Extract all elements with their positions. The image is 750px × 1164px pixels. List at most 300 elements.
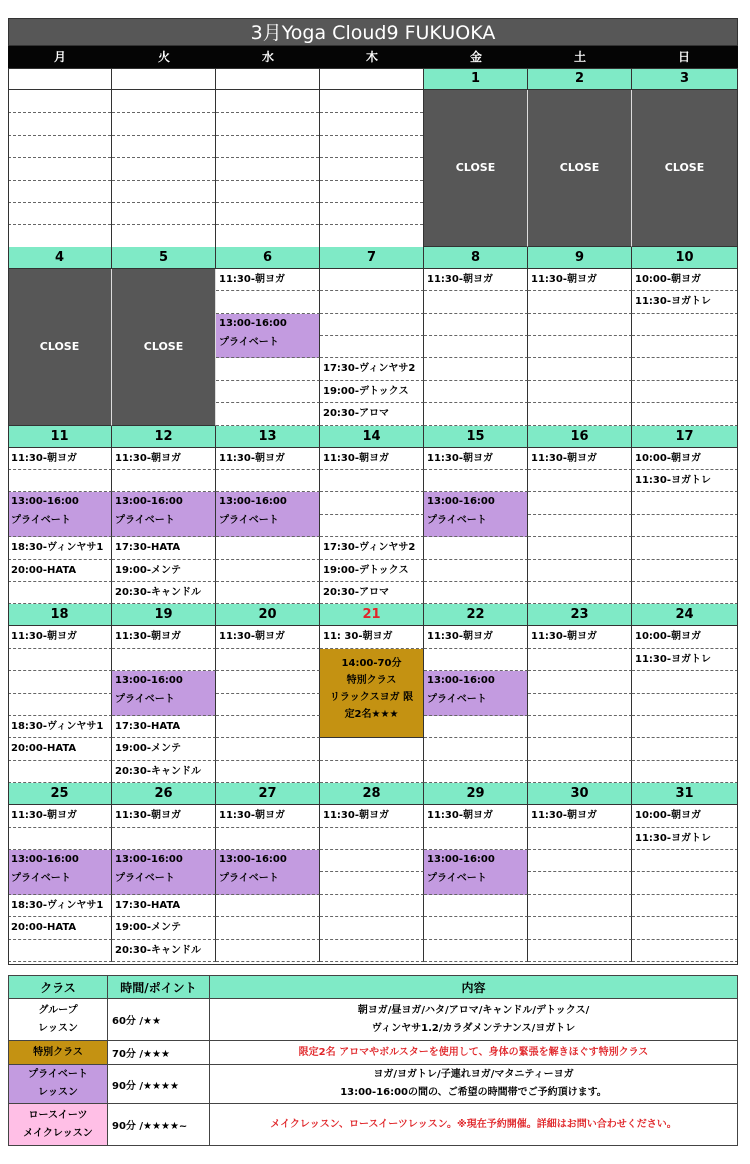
slot-text: 11:30-ヨガトレ [635,653,711,665]
day-number: 22 [424,604,528,626]
empty-slot [8,828,112,850]
slot-text: プライベート [427,515,487,527]
day-number: 1 [424,68,528,90]
empty-slot [424,761,528,783]
legend-row [9,1065,738,1104]
slot-text: 11:30-朝ヨガ [531,631,597,643]
slot-text: プライベート [219,515,279,527]
empty-slot [632,761,738,783]
day-number [112,68,216,90]
class-slot [632,269,738,291]
day-number: 18 [8,604,112,626]
class-slot [112,582,216,604]
weekday-label: 火 [157,50,170,64]
empty-slot [424,403,528,425]
class-slot [320,358,424,380]
class-slot [320,805,424,827]
slot-text: 11:30-朝ヨガ [115,452,181,464]
slot-text: 11:30-朝ヨガ [115,810,181,822]
private-lesson-block [112,492,216,537]
empty-slot [424,649,528,671]
class-slot [112,895,216,917]
empty-slot [320,492,424,514]
empty-slot [632,850,738,872]
slot-text: 17:30-HATA [115,721,181,732]
closed-block [8,269,112,426]
empty-slot [320,269,424,291]
empty-slot [632,403,738,425]
slot-text: プライベート [115,873,175,884]
slot-text: 11:30-朝ヨガ [427,273,493,285]
class-slot [8,448,112,470]
day-number: 2 [528,68,632,90]
empty-slot [528,291,632,313]
day-number: 25 [8,783,112,805]
empty-slot [216,940,320,962]
day-number: 19 [112,604,216,626]
class-slot [320,626,424,648]
slot-text: 11:30-朝ヨガ [427,452,493,464]
day-number: 26 [112,783,216,805]
weekday-header [8,46,738,68]
slot-text: 13:00-16:00 [219,496,287,508]
slot-text: 11:30-朝ヨガ [531,273,597,285]
empty-slot [8,582,112,604]
class-slot [112,448,216,470]
class-slot [320,582,424,604]
empty-slot [216,537,320,559]
empty-slot [320,291,424,313]
slot-text: 20:30-アロマ [323,587,389,598]
slot-text: 11:30-朝ヨガ [219,631,285,643]
day-number: 31 [632,783,738,805]
slot-text: 11:30-朝ヨガ [219,452,285,464]
day-number: 21 [320,604,424,626]
legend-row [9,1041,738,1065]
day-number: 3 [632,68,738,90]
class-slot [112,940,216,962]
legend-description: メイクレッスン、ロースイーツレッスン。※現在予約開催。詳細はお問い合わせください。 [210,1104,738,1146]
slot-text: CLOSE [455,161,496,175]
empty-slot [216,694,320,716]
empty-slot [528,828,632,850]
empty-slot [8,694,112,716]
empty-slot [320,314,424,336]
empty-slot [424,895,528,917]
empty-slot [8,940,112,962]
empty-slot [632,537,738,559]
slot-text: 11:30-朝ヨガ [427,631,493,643]
class-slot [216,448,320,470]
empty-slot [216,381,320,403]
class-slot [320,560,424,582]
legend-row [9,999,738,1041]
closed-block [528,90,632,247]
day-number: 16 [528,426,632,448]
empty-slot [8,649,112,671]
slot-text: 11:30-朝ヨガ [323,810,389,822]
slot-text: 19:00-メンテ [115,922,181,934]
class-slot [424,269,528,291]
empty-slot [528,403,632,425]
empty-slot [632,336,738,358]
day-number: 20 [216,604,320,626]
private-lesson-block [216,850,320,895]
special-class-block [320,649,424,739]
slot-text: 19:00-デトックス [323,564,409,576]
slot-text: 11:30-ヨガトレ [635,475,711,486]
empty-slot [632,560,738,582]
empty-slot [424,470,528,492]
empty-day-block [216,90,320,247]
empty-slot [8,671,112,693]
day-number: 30 [528,783,632,805]
slot-text: 18:30-ヴィンヤサ1 [11,899,104,911]
day-number: 4 [8,247,112,269]
class-slot [216,269,320,291]
empty-slot [216,761,320,783]
empty-slot [424,738,528,760]
slot-text: 13:00-16:00 [427,496,495,508]
slot-text: 20:00-HATA [11,922,77,934]
legend-class: プライベート レッスン [9,1065,108,1104]
empty-slot [528,470,632,492]
empty-slot [112,470,216,492]
class-slot [320,381,424,403]
closed-block [424,90,528,247]
slot-text: プライベート [11,873,71,884]
day-number [216,68,320,90]
empty-slot [424,358,528,380]
slot-text: 13:00-16:00 [11,854,79,865]
slot-text: 20:30-アロマ [323,408,389,420]
empty-slot [424,917,528,939]
day-number: 9 [528,247,632,269]
private-lesson-block [8,492,112,537]
class-slot [8,716,112,738]
legend-header: クラス [9,976,108,999]
class-slot [216,805,320,827]
private-lesson-block [424,671,528,716]
slot-text: 13:00-16:00 [427,675,495,687]
slot-text: 13:00-16:00 [219,317,287,329]
empty-slot [424,381,528,403]
slot-text: 18:30-ヴィンヤサ1 [11,542,104,554]
class-slot [424,626,528,648]
slot-text: 10:00-朝ヨガ [635,631,701,643]
empty-slot [632,358,738,380]
empty-slot [320,895,424,917]
empty-slot [424,314,528,336]
empty-slot [112,828,216,850]
day-number: 14 [320,426,424,448]
legend-row [9,1104,738,1146]
private-lesson-block [8,850,112,895]
day-number: 10 [632,247,738,269]
day-number: 27 [216,783,320,805]
slot-text: 17:30-ヴィンヤサ2 [323,363,416,375]
legend-header: 内容 [210,976,738,999]
empty-slot [528,582,632,604]
slot-text: 19:00-メンテ [115,743,181,755]
empty-slot [320,917,424,939]
day-number: 15 [424,426,528,448]
slot-text: 11:30-朝ヨガ [11,631,77,643]
calendar-grid [8,68,738,965]
empty-slot [632,872,738,894]
empty-slot [424,940,528,962]
empty-slot [528,492,632,514]
slot-text: CLOSE [39,340,80,354]
class-slot [112,626,216,648]
slot-text: 13:00-16:00 [11,496,79,508]
empty-slot [424,716,528,738]
class-slot [112,805,216,827]
slot-text: 20:30-キャンドル [115,587,201,598]
empty-slot [216,582,320,604]
day-number: 11 [8,426,112,448]
slot-text: 17:30-HATA [115,542,181,554]
empty-slot [424,828,528,850]
slot-text: 10:00-朝ヨガ [635,273,701,285]
private-lesson-block [112,850,216,895]
class-slot [320,537,424,559]
empty-slot [216,358,320,380]
empty-slot [320,470,424,492]
empty-slot [632,940,738,962]
empty-slot [320,828,424,850]
empty-slot [424,336,528,358]
empty-slot [528,358,632,380]
legend-description: ヨガ/ヨガトレ/子連れヨガ/マタニティーヨガ 13:00-16:00の間の、ご希望の時間帯でご予約頂けます。 [210,1065,738,1104]
empty-day-block [320,90,424,247]
slot-text: プライベート [219,873,279,884]
class-slot [632,470,738,492]
weekday-label: 木 [365,50,378,64]
class-slot [528,626,632,648]
slot-text: 11:30-朝ヨガ [115,631,181,643]
day-number: 6 [216,247,320,269]
slot-text: 18:30-ヴィンヤサ1 [11,721,104,732]
empty-slot [424,560,528,582]
class-slot [632,828,738,850]
weekday-label: 水 [261,50,274,64]
class-slot [112,917,216,939]
empty-slot [424,291,528,313]
slot-text: プライベート [115,694,175,706]
empty-slot [632,492,738,514]
class-slot [424,448,528,470]
empty-slot [632,582,738,604]
private-lesson-block [216,314,320,359]
slot-text: プライベート [427,873,487,884]
legend-description: 朝ヨガ/昼ヨガ/ハタ/アロマ/キャンドル/デトックス/ ヴィンヤサ1.2/カラダメンテナンス/ヨガトレ [210,999,738,1041]
class-slot [8,917,112,939]
slot-text: 17:30-HATA [115,899,181,911]
slot-text: 11:30-ヨガトレ [635,832,711,844]
legend-time: 70分 /★★★ [108,1041,210,1065]
slot-text: 20:30-キャンドル [115,944,201,956]
legend-header: 時間/ポイント [108,976,210,999]
slot-text: 定2名★★★ [344,708,399,720]
class-slot [112,560,216,582]
empty-day-block [112,90,216,247]
empty-slot [632,895,738,917]
class-slot [632,626,738,648]
empty-slot [528,537,632,559]
slot-text: 10:00-朝ヨガ [635,452,701,464]
day-number [320,68,424,90]
empty-slot [216,470,320,492]
closed-block [632,90,738,247]
slot-text: 11:30-朝ヨガ [427,810,493,822]
empty-slot [528,314,632,336]
legend-class: グループ レッスン [9,999,108,1041]
empty-slot [528,940,632,962]
private-lesson-block [112,671,216,716]
class-slot [8,805,112,827]
slot-text: プライベート [115,515,175,527]
legend-table [8,975,738,1146]
class-slot [112,716,216,738]
empty-slot [528,716,632,738]
slot-text: 11:30-朝ヨガ [531,452,597,464]
legend-description: 限定2名 アロマやボルスターを使用して、身体の緊張を解きほぐす特別クラス [210,1041,738,1065]
slot-text: 20:30-キャンドル [115,765,201,777]
day-number: 12 [112,426,216,448]
page-title: 3月Yoga Cloud9 FUKUOKA [8,18,738,46]
empty-slot [632,917,738,939]
day-number: 7 [320,247,424,269]
class-slot [632,291,738,313]
empty-day-block [8,90,112,247]
empty-slot [528,560,632,582]
empty-slot [216,895,320,917]
empty-slot [216,828,320,850]
class-slot [424,805,528,827]
empty-slot [112,649,216,671]
empty-slot [528,895,632,917]
weekday-label: 月 [53,50,66,64]
class-slot [320,448,424,470]
empty-slot [320,850,424,872]
slot-text: 13:00-16:00 [219,854,287,865]
slot-text: プライベート [219,336,279,348]
day-number: 17 [632,426,738,448]
day-number: 13 [216,426,320,448]
empty-slot [632,381,738,403]
empty-slot [528,381,632,403]
class-slot [632,448,738,470]
empty-slot [528,761,632,783]
empty-slot [8,761,112,783]
day-number: 24 [632,604,738,626]
slot-text: 11:30-朝ヨガ [11,452,77,464]
slot-text: 20:00-HATA [11,564,77,576]
empty-slot [216,403,320,425]
empty-slot [320,738,424,760]
slot-text: 特別クラス [346,674,397,686]
class-slot [632,649,738,671]
empty-slot [320,872,424,894]
legend-time: 90分 /★★★★~ [108,1104,210,1146]
legend-time: 90分 /★★★★ [108,1065,210,1104]
day-number: 29 [424,783,528,805]
empty-slot [216,560,320,582]
private-lesson-block [424,850,528,895]
empty-slot [320,761,424,783]
empty-slot [528,671,632,693]
weekday-label: 金 [469,50,482,64]
empty-slot [528,515,632,537]
slot-text: CLOSE [143,340,184,354]
legend-class: 特別クラス [9,1041,108,1065]
slot-text: 10:00-朝ヨガ [635,810,701,822]
slot-text: CLOSE [559,161,600,175]
empty-slot [424,582,528,604]
class-slot [8,738,112,760]
empty-slot [320,940,424,962]
empty-slot [528,336,632,358]
class-slot [528,269,632,291]
empty-slot [320,336,424,358]
day-number: 28 [320,783,424,805]
slot-text: リラックスヨガ 限 [329,691,414,703]
day-number: 5 [112,247,216,269]
empty-slot [632,671,738,693]
slot-text: 20:00-HATA [11,743,77,755]
empty-slot [528,694,632,716]
weekday-label: 日 [677,50,690,64]
slot-text: 11:30-ヨガトレ [635,296,711,308]
empty-slot [320,515,424,537]
class-slot [216,626,320,648]
slot-text: 13:00-16:00 [427,854,495,865]
empty-slot [216,917,320,939]
slot-text: 19:00-メンテ [115,564,181,576]
class-slot [8,626,112,648]
class-slot [320,403,424,425]
empty-slot [424,537,528,559]
empty-slot [216,291,320,313]
weekday-label: 土 [573,50,586,64]
slot-text: CLOSE [664,161,705,175]
private-lesson-block [424,492,528,537]
empty-slot [216,716,320,738]
empty-slot [632,716,738,738]
slot-text: 13:00-16:00 [115,496,183,508]
empty-slot [216,649,320,671]
slot-text: 11: 30-朝ヨガ [323,631,393,643]
class-slot [112,738,216,760]
slot-text: 13:00-16:00 [115,854,183,865]
slot-text: 11:30-朝ヨガ [323,452,389,464]
slot-text: 19:00-デトックス [323,385,409,397]
slot-text: 14:00-70分 [341,657,402,669]
class-slot [112,537,216,559]
empty-slot [216,738,320,760]
day-number [8,68,112,90]
slot-text: プライベート [427,694,487,706]
class-slot [632,805,738,827]
closed-block [112,269,216,426]
class-slot [8,537,112,559]
slot-text: プライベート [11,515,71,527]
empty-slot [528,872,632,894]
empty-slot [528,917,632,939]
slot-text: 17:30-ヴィンヤサ2 [323,542,416,554]
legend-class: ロースイーツ メイクレッスン [9,1104,108,1146]
